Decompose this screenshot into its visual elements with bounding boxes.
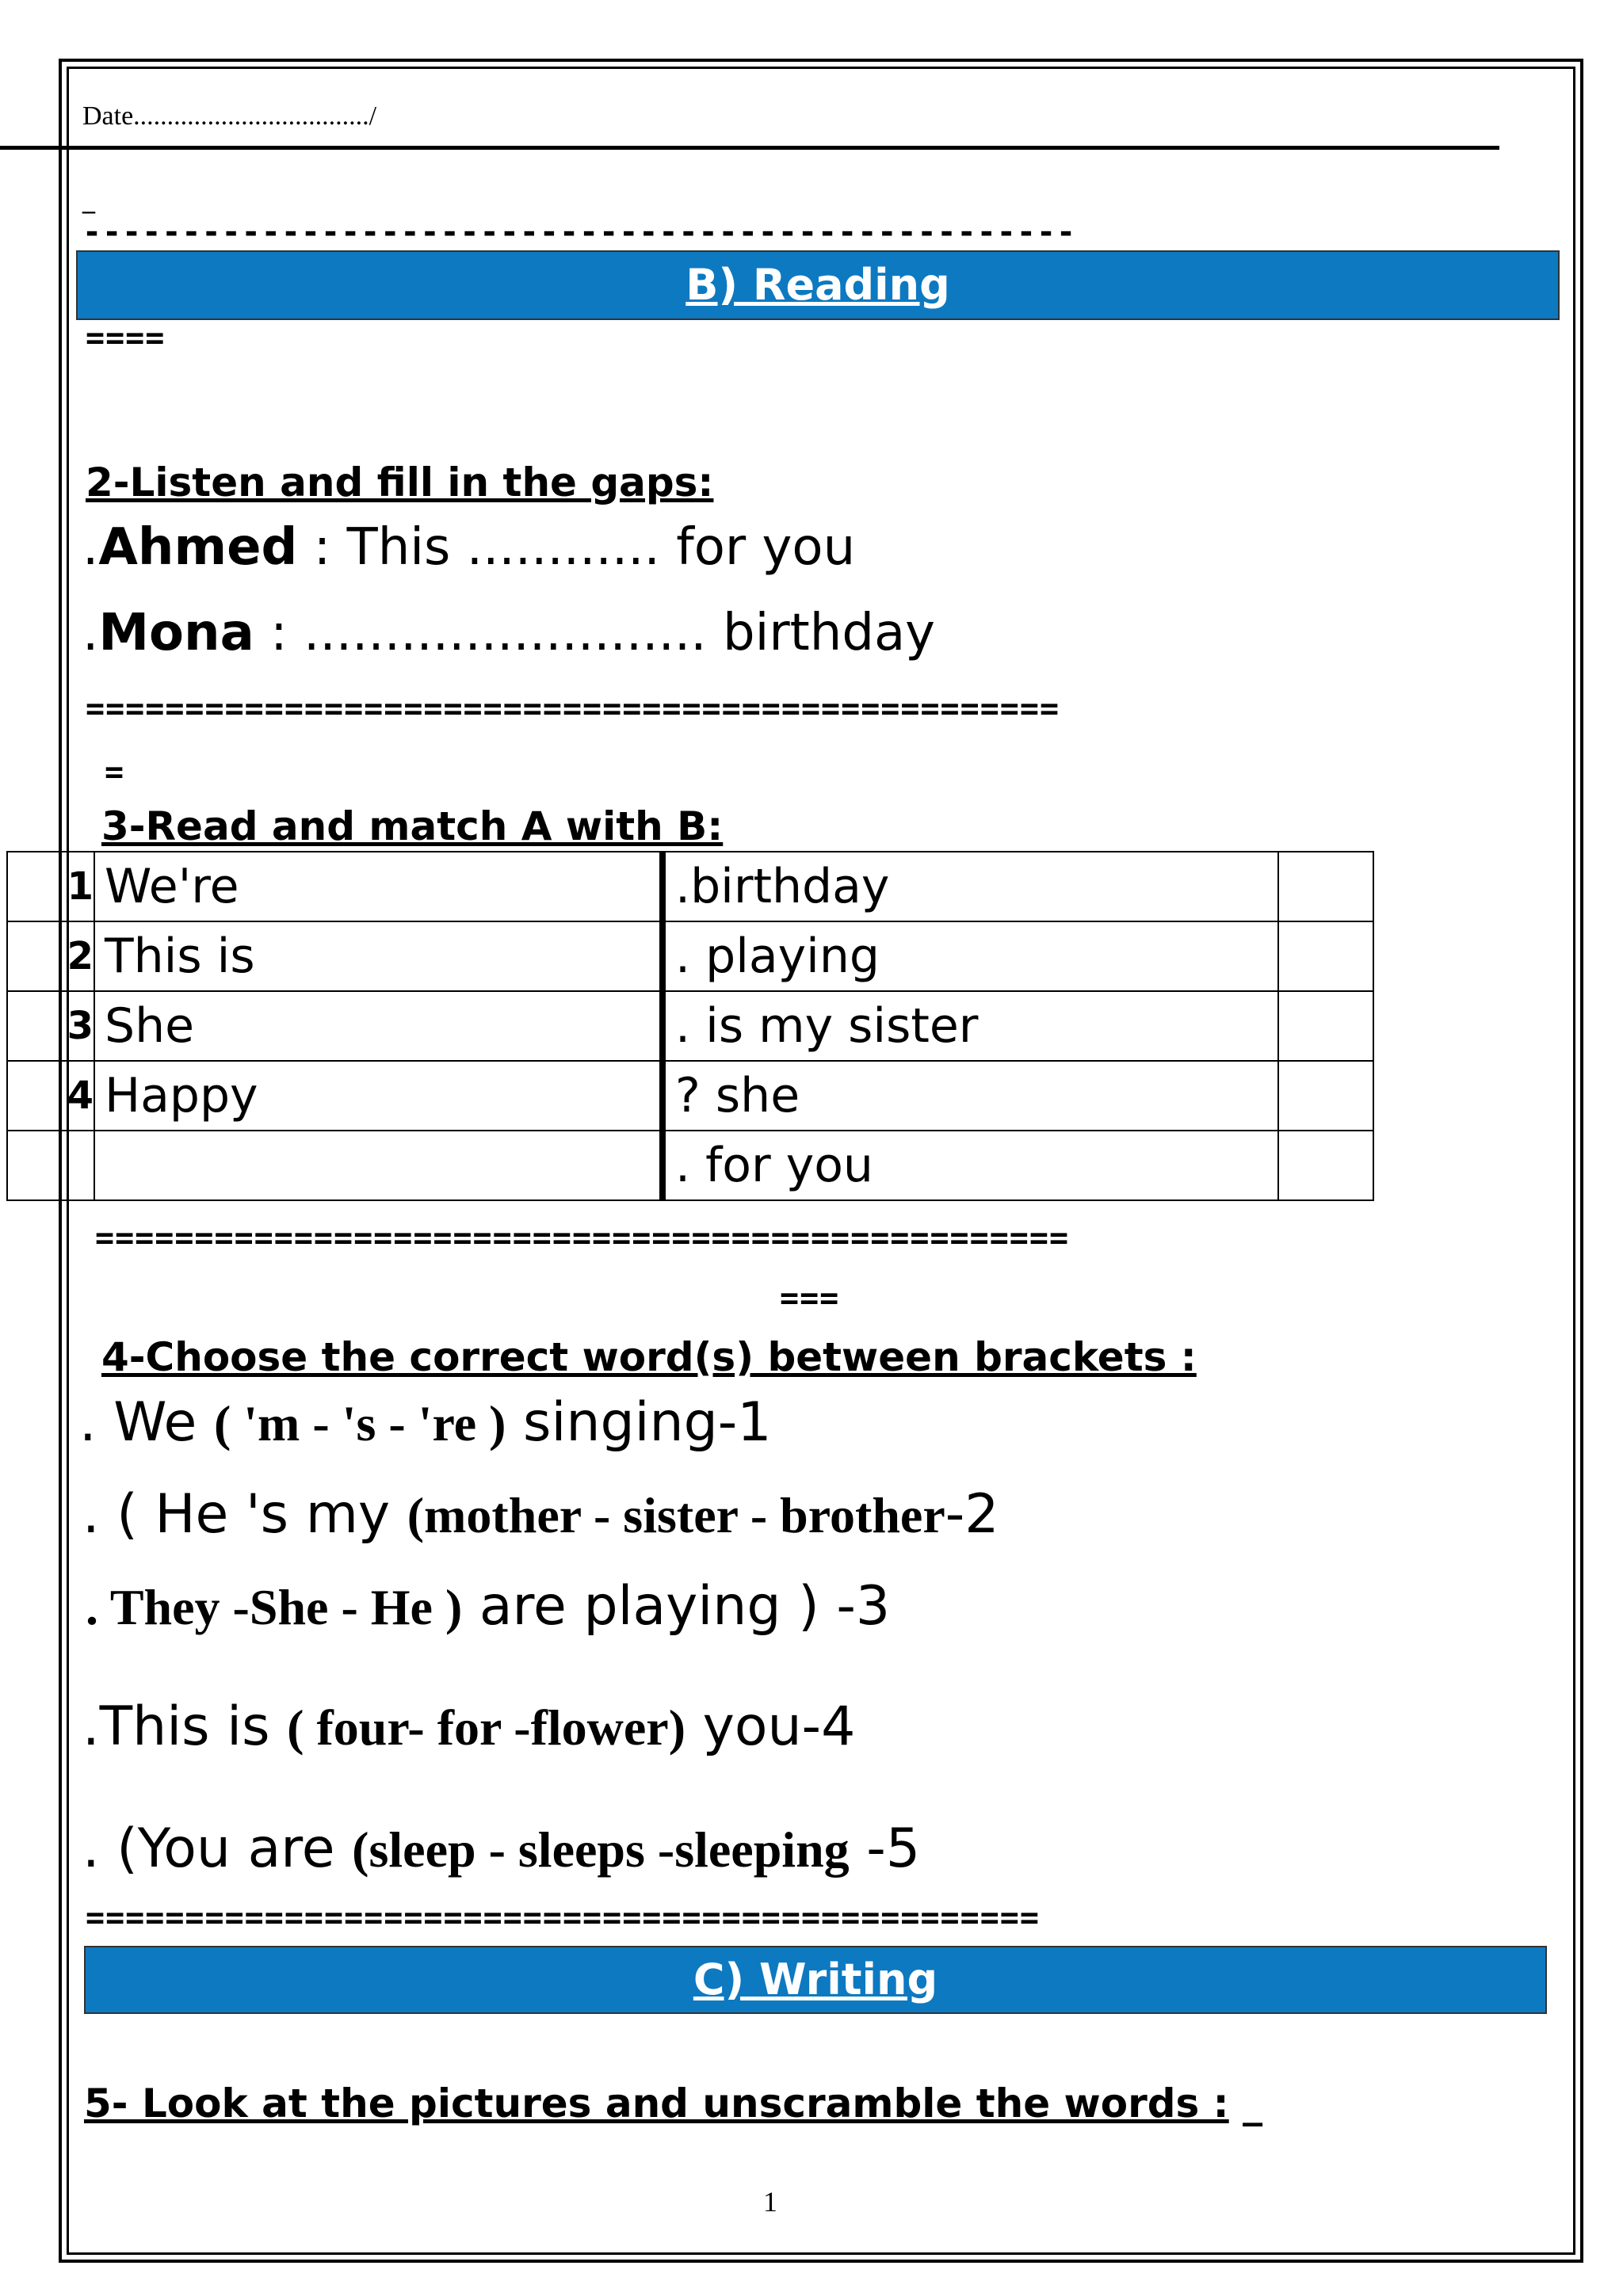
divider-dashes: -------------------------------------------------- xyxy=(82,214,1077,250)
date-label: Date.................................../ xyxy=(82,101,377,131)
answer-cell[interactable] xyxy=(1278,991,1373,1061)
q2-line-ahmed: .Ahmed : This ............ for you xyxy=(82,518,856,577)
divider-equals-2b: === xyxy=(780,1280,840,1317)
table-row xyxy=(7,1131,1373,1200)
column-a-cell xyxy=(94,1131,663,1200)
q4-item-options: . They -She - He ) xyxy=(86,1579,463,1635)
table-row xyxy=(7,1061,1373,1131)
row-number: 2 xyxy=(7,921,94,991)
q2-heading: 2-Listen and fill in the gaps: xyxy=(86,460,714,505)
q4-item-pre: . We xyxy=(79,1391,214,1454)
q4-item-options: (sleep - sleeps -sleeping xyxy=(352,1821,850,1878)
section-b-banner xyxy=(76,250,1560,320)
q5-trail: _ xyxy=(1228,2081,1263,2126)
speaker-mona: Mona xyxy=(98,604,254,662)
q4-item-options: ( 'm - 's - 're ) xyxy=(213,1395,506,1451)
match-table xyxy=(6,851,1374,1201)
section-b-title: B) Reading xyxy=(685,260,950,310)
answer-cell[interactable] xyxy=(1278,1061,1373,1131)
table-row xyxy=(7,852,1373,921)
q4-item-options: ( four- for -flower) xyxy=(287,1699,685,1756)
answer-cell[interactable] xyxy=(1278,852,1373,921)
q4-item-post: singing-1 xyxy=(506,1391,772,1454)
q5-heading-line xyxy=(84,2081,1262,2126)
q4-item-options: (mother - sister - brother xyxy=(407,1487,945,1543)
q4-heading: 4-Choose the correct word(s) between brackets : xyxy=(101,1334,1197,1380)
q2-line-mona: .Mona : ......................... birthday xyxy=(82,604,936,662)
q2-line-ahmed-text: : This ............ for you xyxy=(297,518,856,577)
q4-item-pre: .This is xyxy=(82,1695,288,1758)
q4-item-post: you-4 xyxy=(685,1695,856,1758)
q4-item-post: -2 xyxy=(945,1483,999,1546)
q4-item-post: are playing ) -3 xyxy=(462,1575,891,1638)
column-b-cell: . for you xyxy=(663,1131,1278,1200)
column-a-cell: We're xyxy=(94,852,663,921)
q4-item-1 xyxy=(79,1391,772,1454)
q4-item-5 xyxy=(82,1817,920,1880)
q4-item-post: -5 xyxy=(849,1817,921,1880)
divider-equals-1b: = xyxy=(105,754,125,791)
header-rule xyxy=(0,146,1499,150)
page-number: 1 xyxy=(763,2186,777,2218)
answer-cell[interactable] xyxy=(1278,921,1373,991)
q4-item-3 xyxy=(86,1575,890,1638)
column-a-cell: She xyxy=(94,991,663,1061)
column-b-cell: ? she xyxy=(663,1061,1278,1131)
table-row xyxy=(7,921,1373,991)
divider-equals-3: ================================================ xyxy=(86,1900,1040,1936)
divider-equals-2: ================================================= xyxy=(95,1220,1070,1257)
q3-heading: 3-Read and match A with B: xyxy=(101,803,724,849)
q4-item-4 xyxy=(82,1695,855,1758)
q5-heading: 5- Look at the pictures and unscramble the words : xyxy=(84,2081,1229,2126)
q2-line-mona-text: : ......................... birthday xyxy=(254,604,936,662)
column-a-cell: This is xyxy=(94,921,663,991)
q4-item-pre: . (You are xyxy=(82,1817,353,1880)
header-dash: _ xyxy=(82,184,95,214)
q4-item-pre: . ( He 's my xyxy=(82,1483,407,1546)
column-b-cell: . is my sister xyxy=(663,991,1278,1061)
row-number: 4 xyxy=(7,1061,94,1131)
speaker-ahmed: Ahmed xyxy=(98,518,298,577)
column-a-cell: Happy xyxy=(94,1061,663,1131)
divider-short: ==== xyxy=(86,320,166,357)
divider-equals-1: ================================================= xyxy=(86,691,1060,727)
q4-item-2 xyxy=(82,1483,999,1546)
column-b-cell: . playing xyxy=(663,921,1278,991)
table-row xyxy=(7,991,1373,1061)
answer-cell[interactable] xyxy=(1278,1131,1373,1200)
row-number: 3 xyxy=(7,991,94,1061)
column-b-cell: .birthday xyxy=(663,852,1278,921)
section-c-banner xyxy=(84,1946,1547,2014)
row-number xyxy=(7,1131,94,1200)
row-number: 1 xyxy=(7,852,94,921)
section-c-title: C) Writing xyxy=(693,1955,938,2004)
